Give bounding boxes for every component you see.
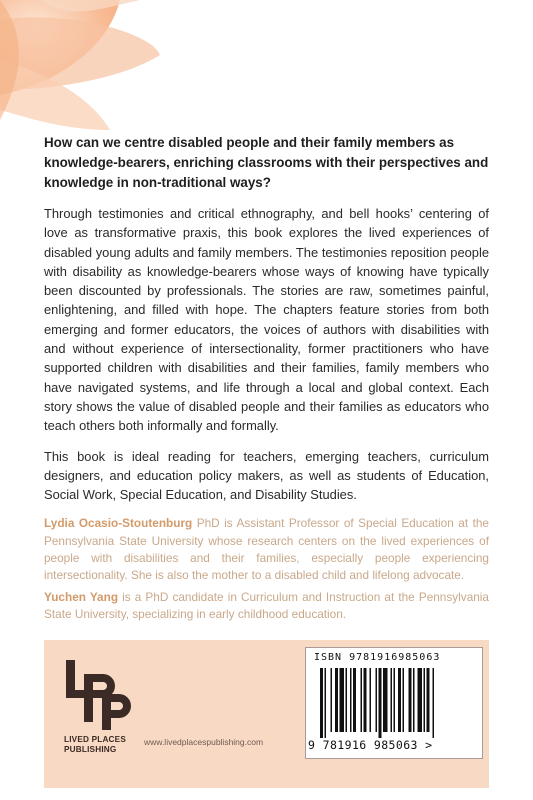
flower-petals-decoration: [0, 0, 200, 140]
barcode-bar: [320, 668, 323, 738]
barcode-bar: [409, 668, 412, 732]
author-name: Yuchen Yang: [44, 589, 119, 604]
publisher-footer: [44, 640, 489, 788]
barcode-bar: [361, 668, 363, 732]
barcode-bar: [350, 668, 352, 732]
barcode-bars: [320, 668, 468, 738]
barcode-bar: [376, 668, 378, 732]
barcode-bar: [391, 668, 393, 732]
description-paragraph: Through testimonies and critical ethnography, and bell hooks’ centering of love as transformative praxis, this book explores the lived experiences of disabled young adults and family members. The testimonies reposition people with disability as knowledge-bearers whose ways of knowing have typically been discounted by professionals. The stories are raw, sometimes painful, enlightening, and filled with hope. The chapters feature stories from both emerging and former educators, the voices of authors with disabilities with and without experience of intersectionality, former practitioners who have supported children with disabilities and their families, family members who have navigated systems, and life through a local and global context. Each story shows the value of disabled people and their families as educators who teach others both informally and formally.: [44, 206, 489, 434]
author-bio: [44, 515, 489, 584]
isbn-barcode: [305, 647, 483, 759]
lpp-logo-icon: [62, 654, 132, 734]
publisher-name-line: LIVED PLACES: [64, 735, 126, 744]
publisher-name-line: PUBLISHING: [64, 745, 117, 754]
barcode-bar: [424, 668, 426, 732]
barcode-bar: [340, 668, 345, 732]
barcode-bar: [325, 668, 327, 738]
author-name: Lydia Ocasio-Stoutenburg: [44, 516, 193, 531]
barcode-bar: [418, 668, 423, 732]
audience-paragraph: This book is ideal reading for teachers, emerging teachers, curriculum designers, and education policy makers, as well as students of Education, Social Work, Special Education, and Disability Studies.: [44, 448, 489, 503]
barcode-bar: [335, 668, 338, 732]
publisher-website: www.livedplacespublishing.com: [144, 737, 264, 747]
barcode-bar: [379, 668, 382, 738]
author-bio-text: PhD is Assistant Professor of Special Education at the Pennsylvania State University whose research centers on the lived experiences of people with disabilities and their families, especially people experiencing intersectionality. She is also the mother to a disabled child and lifelong advocate.: [44, 516, 489, 583]
barcode-bar: [433, 668, 435, 738]
barcode-bar: [353, 668, 356, 732]
blurb-section: [44, 133, 489, 627]
barcode-bar: [346, 668, 348, 732]
ean-number: 9 781916 985063 >: [308, 738, 433, 752]
barcode-bar: [383, 668, 388, 732]
publisher-name: [64, 735, 126, 755]
barcode-bar: [370, 668, 372, 732]
barcode-bar: [364, 668, 367, 732]
lead-question: How can we centre disabled people and their family members as knowledge-bearers, enriching classrooms with their perspectives and knowledge in non-traditional ways?: [44, 135, 489, 190]
barcode-bar: [331, 668, 333, 732]
author-bio-text: is a PhD candidate in Curriculum and Instruction at the Pennsylvania State University, specializing in early childhood education.: [44, 589, 489, 621]
isbn-label: ISBN 9781916985063: [314, 652, 441, 663]
barcode-bar: [394, 668, 396, 732]
barcode-bar: [413, 668, 415, 732]
author-bio: [44, 589, 489, 624]
barcode-bar: [403, 668, 405, 732]
barcode-bar: [398, 668, 401, 732]
barcode-bar: [427, 668, 430, 732]
